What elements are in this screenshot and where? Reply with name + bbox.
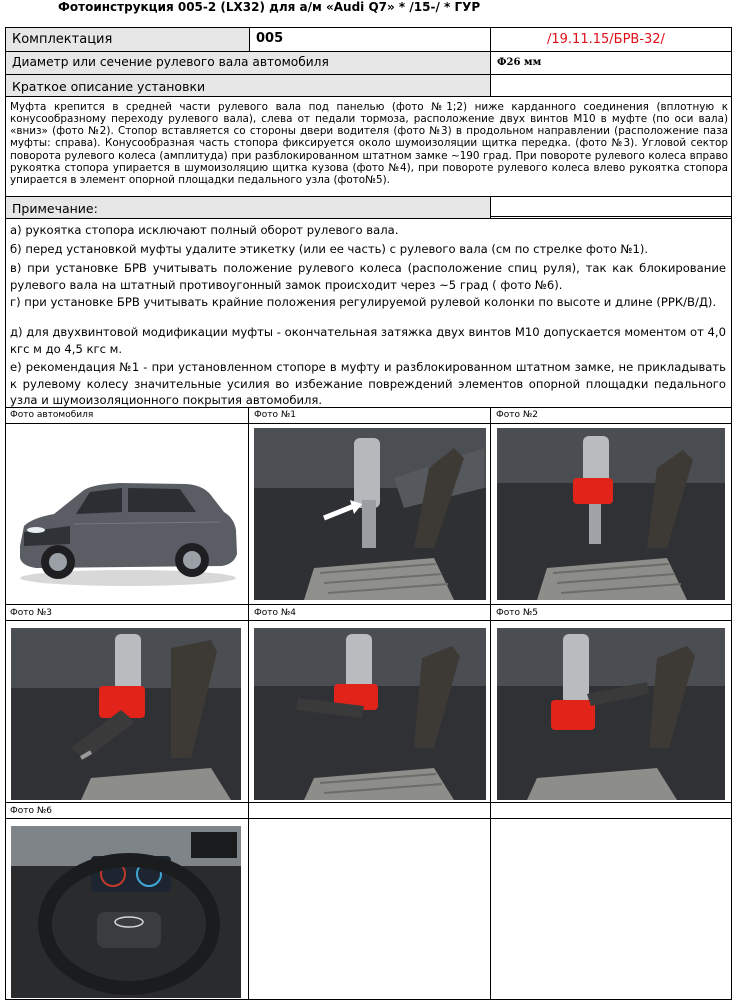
photo-2-image	[497, 428, 725, 600]
installation-description: Муфта крепится в средней части рулевого вала под панелью (фото №1;2) ниже карданного соединения (вплотную к конусообразному переходу рулевого вала), слева от педали тормоза, расположение двух винтов М10 в муфте (по оси вала) «вниз» (фото №2). Стопор вставляется со стороны двери водителя (фото №3) в продольном направлении (расположение паза муфты: справа). Конусообразная часть стопора фиксируется около шумоизоляции щитка передка. (фото №3). Угловой сектор поворота рулевого колеса (амплитуда) при разблокированном штатном замке ~190 град. При повороте рулевого колеса вправо рукоятка стопора упирается в шумоизоляцию щитка кузова (фото №4), при повороте рулевого колеса влево рукоятка стопора упирается в элемент опорной площадки педального узла (фото№5).	[10, 101, 728, 186]
diameter-label: Диаметр или сечение рулевого вала автомобиля	[12, 55, 329, 69]
note-g: г) при установке БРВ учитывать крайние положения регулируемой рулевой колонки по высоте и длине (РРК/В/Д).	[10, 295, 717, 309]
caption-photo-6: Фото №6	[10, 806, 52, 816]
note-a: а) рукоятка стопора исключают полный оборот рулевого вала.	[10, 223, 399, 237]
kit-label: Комплектация	[12, 32, 113, 47]
note-e: е) рекомендация №1 - при установленном стопоре в муфту и разблокированном штатном замке, не прикладывать к рулевому колесу значительные усилия во избежание повреждений элементов опорной площадки педального узла и шумоизоляционного покрытия автомобиля.	[10, 360, 726, 407]
caption-photo-2: Фото №2	[496, 410, 538, 420]
caption-photo-4: Фото №4	[254, 608, 296, 618]
document-title: Фотоинструкция 005-2 (LX32) для а/м «Audi Q7» * /15-/ * ГУР	[58, 0, 481, 14]
desc-label: Краткое описание установки	[12, 79, 206, 94]
note-v: в) при установке БРВ учитывать положение рулевого колеса (расположение спиц руля), так как блокирование рулевого вала на штатный противоугонный замок происходит через ~5 град ( фото №6).	[10, 261, 726, 292]
note-d: д) для двухвинтовой модификации муфты - окончательная затяжка двух винтов М10 допускается моментом от 4,0 кгс м до 4,5 кгс м.	[10, 325, 726, 356]
diameter-value: Ф26 мм	[497, 57, 542, 68]
note-b: б) перед установкой муфты удалите этикетку (или ее часть) с рулевого вала (см по стрелке фото №1).	[10, 242, 649, 256]
notes-label: Примечание:	[12, 201, 98, 216]
caption-photo-3: Фото №3	[10, 608, 52, 618]
photo-4-image	[254, 628, 486, 800]
photo-5-image	[497, 628, 725, 800]
photo-1-image	[254, 428, 486, 600]
kit-value: 005	[256, 31, 284, 46]
kit-code: /19.11.15/БРВ-32/	[547, 32, 665, 47]
caption-photo-5: Фото №5	[496, 608, 538, 618]
photo-3-image	[11, 628, 241, 800]
photo-6-image	[11, 826, 241, 998]
caption-photo-1: Фото №1	[254, 410, 296, 420]
caption-car: Фото автомобиля	[10, 410, 94, 420]
car-photo	[10, 428, 243, 600]
